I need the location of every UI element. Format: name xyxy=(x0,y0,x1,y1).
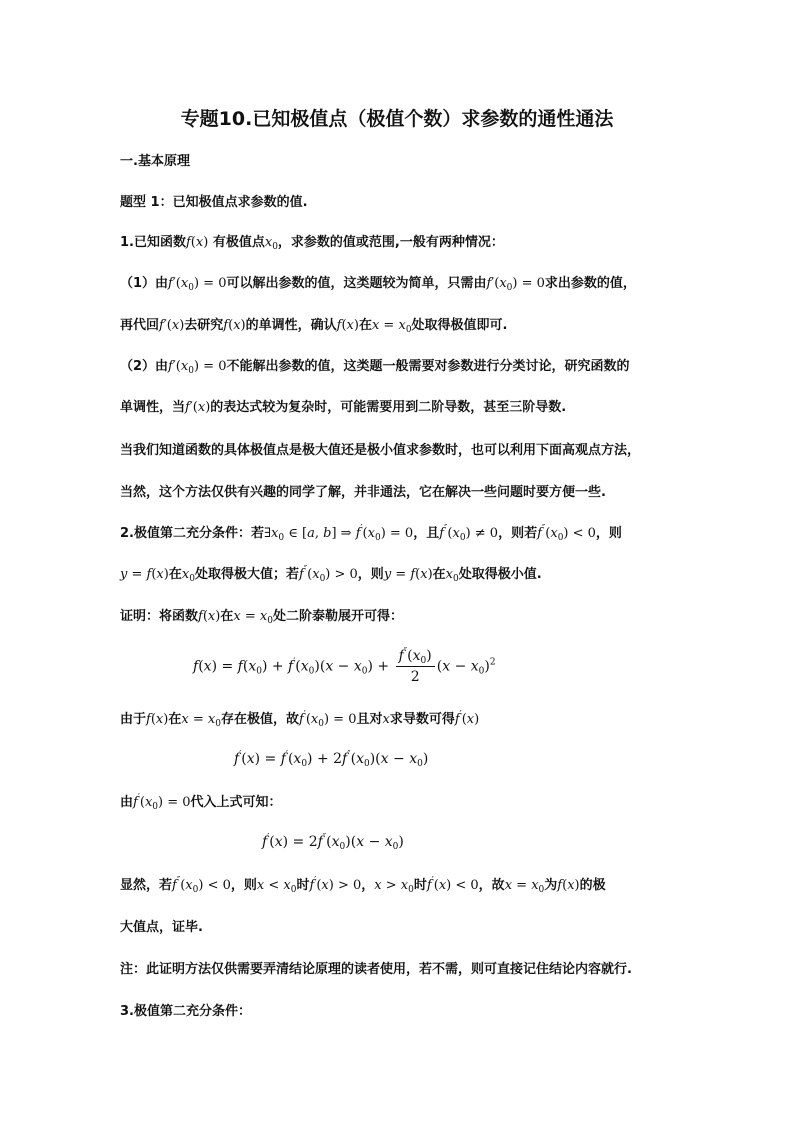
paragraph-6: 当我们知道函数的具体极值点是极大值还是极小值求参数时，也可以利用下面高观点方法， xyxy=(120,443,641,458)
paragraph-13: 显然，若$f''(x_0) < 0$，则$x < x_0$时f′(x) > 0，$x > x_0$时f′(x) < 0，故$x = x_0$为f(x)的极 xyxy=(120,876,606,895)
taylor-expansion-equation: $f(x) = f(x_0) + f'(x_0)(x - x_0)$ + $\frac{f''(x_0)}{2}$ $(x - x_0)^2$ xyxy=(193,647,496,685)
paragraph-9: y = f(x)在$x_0$处取得极大值；若$f''(x_0) > 0$，则y = f(x)在$x_0$处取得极小值. xyxy=(120,565,542,584)
paragraph-3: 再代回f′(x)去研究f(x)的单调性，确认f(x)在$x = x_0$处取得极值即可. xyxy=(120,318,508,335)
paragraph-4: （2）由$f'(x_0) = 0$不能解出参数的值，这类题一般需要对参数进行分类讨论，研究函数的 xyxy=(120,359,630,376)
section-heading-condition-3: 3.极值第二充分条件： xyxy=(120,1004,251,1019)
question-type-1: 题型 1：已知极值点求参数的值. xyxy=(120,195,308,210)
paragraph-12: 由$f'(x_0) = 0$代入上式可知： xyxy=(120,793,282,812)
first-derivative-equation: $f'(x) = f'(x_0) + 2f''(x_0)(x - x_0)$ xyxy=(234,750,429,769)
paragraph-8: 2.极值第二充分条件：若$\exists x_0$ ∈ [a, b] ⇒ $f'(x_0) = 0$，且$f''(x_0) \ne 0$，则若$f''(x_0) < 0$，则 xyxy=(120,524,622,543)
paragraph-2: （1）由$f'(x_0) = 0$可以解出参数的值，这类题较为简单，只需由$f'(x_0) = 0$求出参数的值， xyxy=(120,276,636,293)
paragraph-1: 1.已知函数f(x) 有极值点$x_0$，求参数的值或范围,一般有两种情况： xyxy=(120,235,504,252)
paragraph-5: 单调性，当f′(x)的表达式较为复杂时，可能需要用到二阶导数，甚至三阶导数. xyxy=(120,400,567,415)
section-heading-basic: 一.基本原理 xyxy=(120,154,190,169)
paragraph-14: 大值点，证毕. xyxy=(120,920,203,935)
page-title: 专题10.已知极值点（极值个数）求参数的通性通法 xyxy=(180,108,614,130)
note-paragraph: 注：此证明方法仅供需要弄清结论原理的读者使用，若不需，则可直接记住结论内容就行. xyxy=(120,962,632,977)
paragraph-7: 当然，这个方法仅供有兴趣的同学了解，并非通法，它在解决一些问题时要方便一些. xyxy=(120,485,606,500)
simplified-derivative-equation: $f'(x) = 2f''(x_0)(x - x_0)$ xyxy=(262,833,404,852)
paragraph-11: 由于f(x)在$x = x_0$存在极值，故$f'(x_0) = 0$且对x求导数可得f′(x) xyxy=(120,710,480,729)
paragraph-10: 证明：将函数f(x)在$x = x_0$处二阶泰勒展开可得： xyxy=(120,609,403,626)
